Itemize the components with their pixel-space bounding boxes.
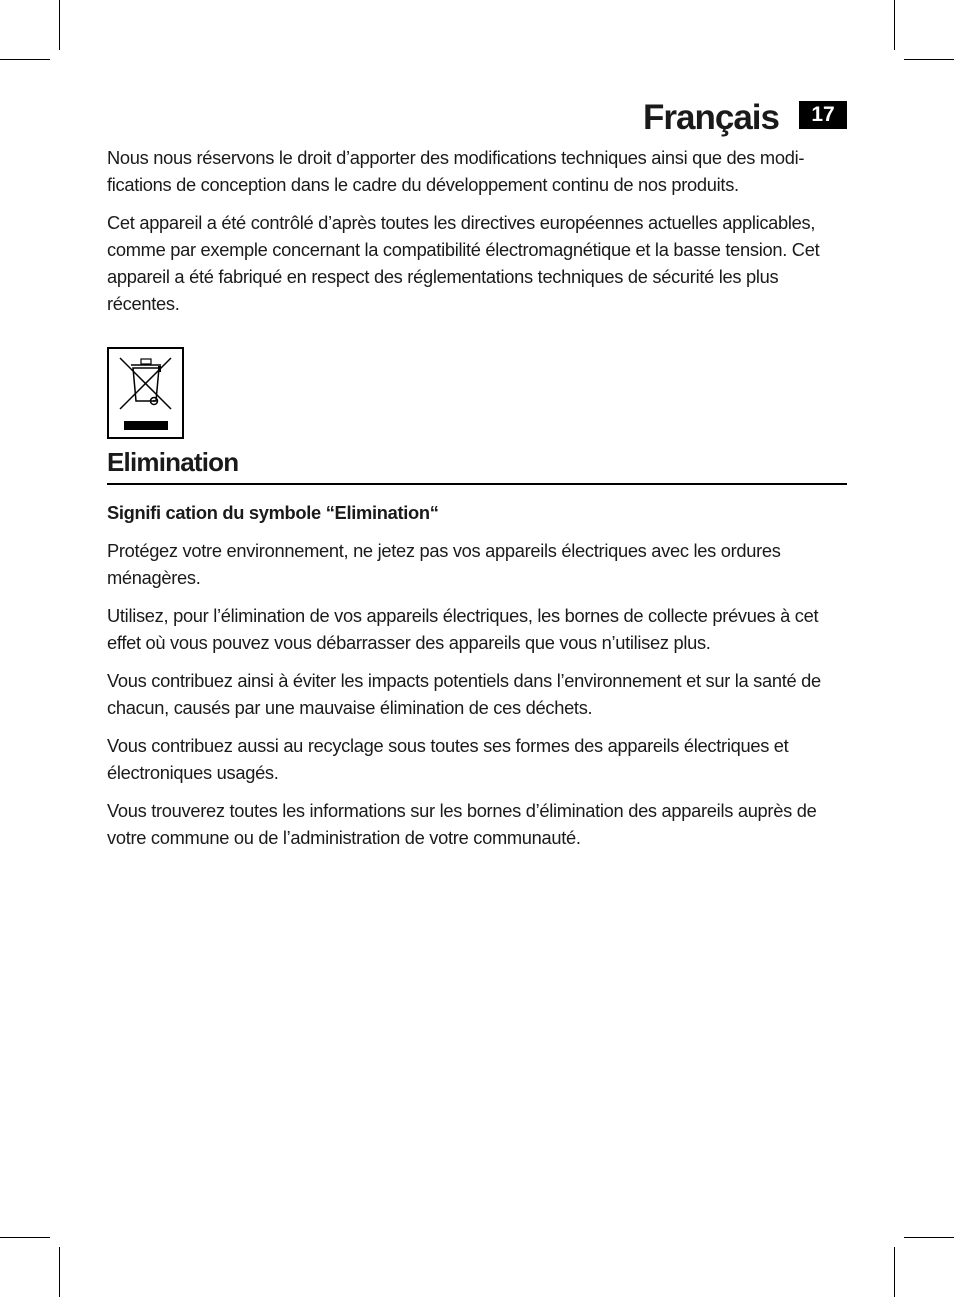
crossed-out-wheelie-bin-icon [109,349,182,437]
elimination-paragraph: Protégez votre environnement, ne jetez pas vos appareils électriques avec les ordures ménagères. [107,540,781,588]
elimination-paragraph: Vous trouverez toutes les informations sur les bornes d’élimination des appareils auprès de votre commune ou de l’administration de votre communauté. [107,800,817,848]
language-title: Français [643,98,779,137]
elimination-paragraph: Vous contribuez ainsi à éviter les impacts potentiels dans l’environnement et sur la santé de chacun, causés par une mauvaise élimination de ces déchets. [107,670,821,718]
crop-mark [894,1247,895,1297]
crop-mark [59,1247,60,1297]
elimination-paragraph: Vous contribuez aussi au recyclage sous toutes ses formes des appareils électriques et électroniques usagés. [107,735,789,783]
crop-mark [0,59,50,60]
crop-mark [904,59,954,60]
crop-mark [894,0,895,50]
crop-mark [904,1237,954,1238]
disposal-symbol [107,347,184,439]
page-content [107,144,847,862]
section-heading: Elimination [107,447,847,485]
crop-mark [0,1237,50,1238]
intro-paragraph: Cet appareil a été contrôlé d’après toutes les directives européennes actuelles applicables, comme par exemple concernant la compatibilité électromagnétique et la basse tension. Cet appareil a été fabriqué en respect des réglementations techniques de sécurité les plus récentes. [107,212,820,314]
intro-paragraph: Nous nous réservons le droit d’apporter des modifications techniques ainsi que des modi-fications de conception dans le cadre du développement continu de nos produits. [107,147,805,195]
page-number-badge: 17 [799,101,847,129]
section-subheading: Signifi cation du symbole “Elimination“ [107,502,439,523]
crop-mark [59,0,60,50]
page-header [643,96,847,140]
elimination-paragraph: Utilisez, pour l’élimination de vos appareils électriques, les bornes de collecte prévues à cet effet où vous pouvez vous débarrasser des appareils que vous n’utilisez plus. [107,605,819,653]
